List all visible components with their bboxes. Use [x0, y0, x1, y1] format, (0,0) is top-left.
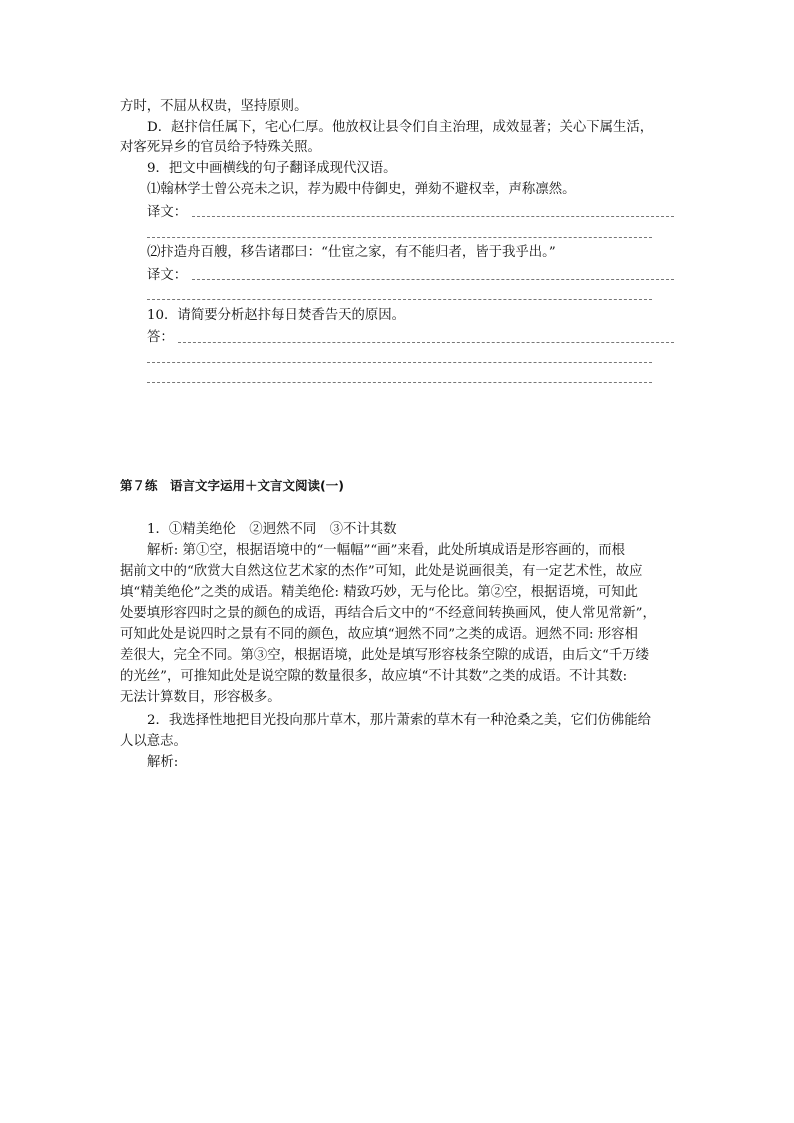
q9-item-2: ⑵抃造舟百艘，移告诸郡曰：“仕宦之家，有不能归者，皆于我乎出。”: [147, 245, 556, 260]
answer-2: 2．我选择性地把目光投向那片草木，那片萧索的草木有一种沧桑之美，它们仿佛能给: [147, 713, 651, 728]
q9-item-1: ⑴翰林学士曾公亮未之识，荐为殿中侍御史，弹劾不避权幸，声称凛然。: [147, 182, 576, 197]
answer-1-analysis-line: 填“精美绝伦”之类的成语。精美绝伦: 精致巧妙，无与伦比。第②空，根据语境，可知此: [120, 585, 638, 600]
q9-translation-label-2: 译文：: [147, 268, 188, 283]
answer-line[interactable]: [178, 342, 674, 343]
answer-1-analysis-line: 据前文中的“欣赏大自然这位艺术家的杰作”可知，此处是说画很美，有一定艺术性，故应: [120, 564, 643, 579]
answer-1-analysis-line: 可知此处是说四时之景有不同的颜色，故应填“迥然不同”之类的成语。迥然不同: 形容相: [120, 627, 638, 642]
q9-translation-label-1: 译文：: [147, 205, 188, 220]
q10-title: 10．请简要分析赵抃每日焚香告天的原因。: [147, 308, 406, 323]
section-heading: 第７练 语言文字运用＋文言文阅读(一): [120, 478, 344, 493]
q8-option-d: D．赵抃信任属下，宅心仁厚。他放权让县令们自主治理，成效显著；关心下属生活，: [147, 120, 654, 135]
answer-2-analysis-label: 解析:: [147, 755, 179, 770]
answer-line[interactable]: [192, 216, 674, 217]
answer-2-cont: 人以意志。: [120, 734, 187, 749]
answer-line[interactable]: [192, 279, 674, 280]
q10-answer-label: 答：: [147, 330, 174, 345]
answer-line[interactable]: [147, 382, 652, 383]
answer-line[interactable]: [147, 299, 652, 300]
q8-option-c-tail: 方时，不屈从权贵，坚持原则。: [120, 99, 308, 114]
answer-1-analysis-line: 的光丝”，可推知此处是说空隙的数量很多，故应填“不计其数”之类的成语。不计其数:: [120, 669, 628, 684]
answer-1-analysis-line: 差很大，完全不同。第③空，根据语境，此处是填写形容枝条空隙的成语，由后文“千万缕: [120, 648, 650, 663]
q8-option-d-cont: 对客死异乡的官员给予特殊关照。: [120, 140, 321, 155]
answer-1: 1．①精美绝伦 ②迥然不同 ③不计其数: [147, 522, 397, 537]
answer-1-analysis-line: 解析: 第①空，根据语境中的“一幅幅”“画”来看，此处所填成语是形容画的，而根: [147, 543, 626, 558]
answer-1-analysis-line: 无法计算数目，形容极多。: [120, 690, 281, 705]
answer-line[interactable]: [147, 362, 652, 363]
answer-line[interactable]: [147, 237, 652, 238]
answer-1-analysis-line: 处要填形容四时之景的颜色的成语，再结合后文中的“不经意间转换画风，使人常见常新”，: [120, 606, 656, 621]
q9-title: 9．把文中画横线的句子翻译成现代汉语。: [147, 161, 397, 176]
